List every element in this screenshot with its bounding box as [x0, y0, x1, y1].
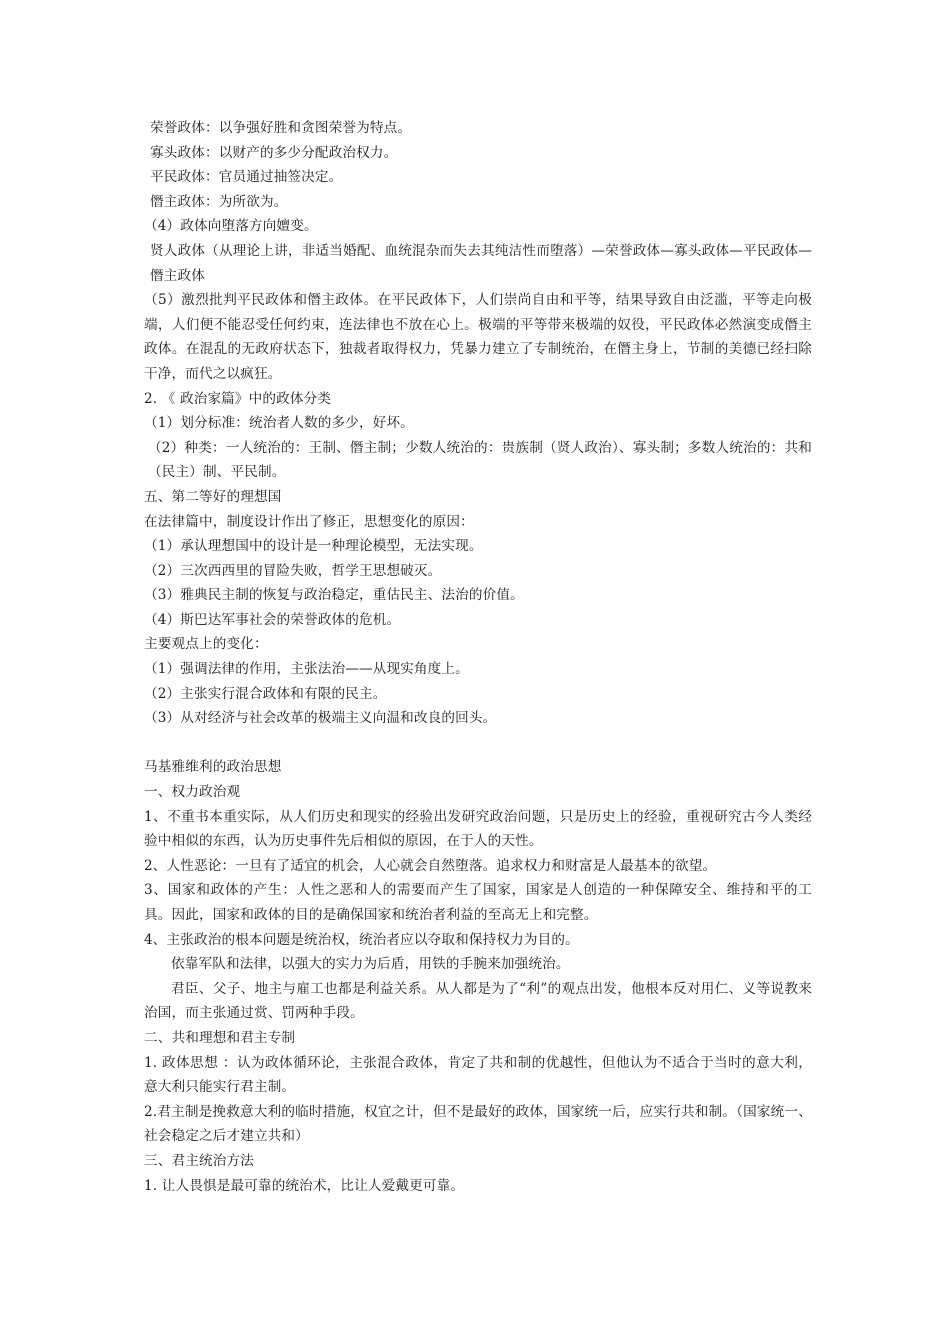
- section-heading: 2. 《 政治家篇》中的政体分类: [144, 390, 332, 407]
- text-line: 2.君主制是挽救意大利的临时措施，权宜之计，但不是最好的政体，国家统一后，应实行共和制。（国家统一、社会稳定之后才建立共和）: [144, 1103, 812, 1145]
- text-line: 僭主政体：为所欲为。: [150, 193, 288, 210]
- text-line: 荣誉政体：以争强好胜和贪图荣誉为特点。: [150, 120, 412, 136]
- text-line: 平民政体：官员通过抽签决定。: [150, 169, 343, 186]
- text-line: 2、人性恶论：一旦有了适宜的机会，人心就会自然堕落。追求权力和财富是人最基本的欲望。: [144, 857, 717, 874]
- text-line: （4）政体向堕落方向嬗变。: [144, 218, 318, 235]
- text-line: 4、主张政治的根本问题是统治权，统治者应以夺取和保持权力为目的。: [144, 931, 579, 948]
- text-line: （5）激烈批判平民政体和僭主政体。在平民政体下，人们崇尚自由和平等，结果导致自由泛滥，平等走向极端，人们便不能忍受任何约束，连法律也不放在心上。极端的平等带来极端的奴役，平民政体必然演变成僭主政体。在混乱的无政府状态下，独裁者取得权力，凭暴力建立了专制统治，在僭主身上，节制的美德已经扫除干净，而代之以疯狂。: [144, 292, 812, 382]
- text-line: 3、国家和政体的产生：人性之恶和人的需要而产生了国家，国家是人创造的一种保障安全、维持和平的工具。因此，国家和政体的目的是确保国家和统治者利益的至高无上和完整。: [144, 882, 812, 923]
- text-line: 依靠军队和法律，以强大的实力为后盾，用铁的手腕来加强统治。: [171, 956, 570, 973]
- text-line: 1. 让人畏惧是最可靠的统治术，比让人爱戴更可靠。: [144, 1177, 465, 1194]
- section-heading: 三、君主统治方法: [144, 1152, 254, 1169]
- section-title: 马基雅维利的政治思想: [144, 759, 282, 776]
- blank-line: [144, 731, 812, 756]
- text-line: 贤人政体（从理论上讲，非适当婚配、血统混杂而失去其纯洁性而堕落）—荣誉政体—寡头政体—平民政体—僭主政体: [150, 242, 812, 284]
- text-line: （3）雅典民主制的恢复与政治稳定，重估民主、法治的价值。: [144, 587, 524, 604]
- text-line: （3）从对经济与社会改革的极端主义向温和改良的回头。: [144, 710, 497, 727]
- section-heading: 五、第二等好的理想国: [144, 488, 282, 505]
- text-line: （2）主张实行混合政体和有限的民主。: [144, 685, 387, 702]
- text-line: （1）承认理想国中的设计是一种理论模型，无法实现。: [144, 538, 483, 555]
- text-line: （2）种类：一人统治的：王制、僭主制；少数人统治的：贵族制（贤人政治）、寡头制；多数人统治的：共和（民主）制、平民制。: [148, 439, 812, 481]
- text-line: （1）强调法律的作用，主张法治——从现实角度上。: [144, 661, 469, 678]
- text-line: （1）划分标准：统治者人数的多少，好坏。: [144, 415, 414, 432]
- document-body: [144, 116, 812, 1198]
- text-line: 寡头政体：以财产的多少分配政治权力。: [150, 144, 398, 161]
- section-heading: 二、共和理想和君主专制: [144, 1029, 296, 1046]
- text-line: 在法律篇中，制度设计作出了修正，思想变化的原因：: [144, 513, 474, 530]
- text-line: （2）三次西西里的冒险失败，哲学王思想破灭。: [144, 562, 442, 579]
- text-line: 君臣、父子、地主与雇工也都是利益关系。从人都是为了“利”的观点出发，他根本反对用仁、义等说教来治国，而主张通过赏、罚两种手段。: [144, 980, 812, 1022]
- text-line: 主要观点上的变化：: [144, 636, 268, 653]
- section-heading: 一、权力政治观: [144, 784, 241, 801]
- text-line: （4）斯巴达军事社会的荣誉政体的危机。: [144, 611, 401, 628]
- text-line: 1. 政体思想 ：认为政体循环论，主张混合政体，肯定了共和制的优越性，但他认为不适合于当时的意大利，意大利只能实行君主制。: [144, 1054, 812, 1096]
- text-line: 1、不重书本重实际，从人们历史和现实的经验出发研究政治问题，只是历史上的经验，重视研究古今人类经验中相似的东西，认为历史事件先后相似的原因，在于人的天性。: [144, 808, 812, 850]
